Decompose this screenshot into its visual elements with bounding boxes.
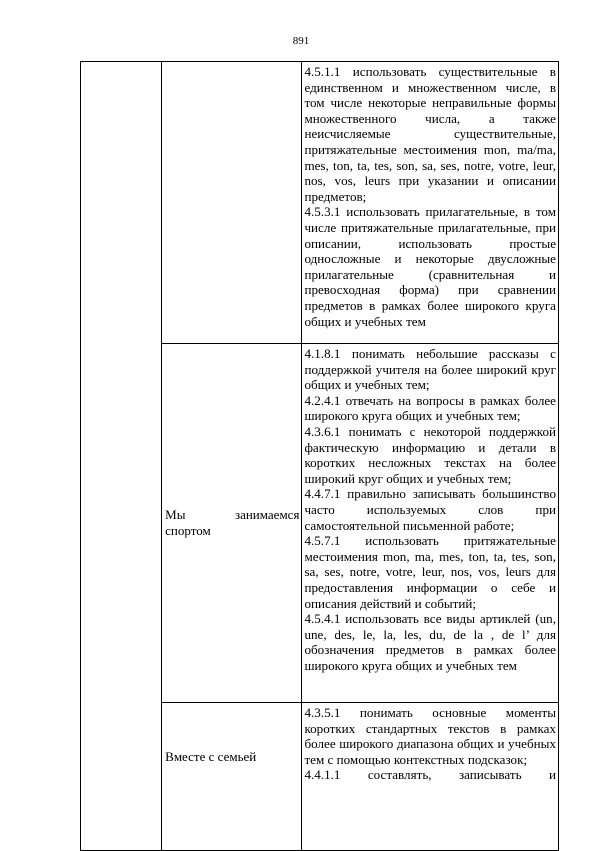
objective-text: 4.5.1.1 использовать существительные в единственном и множественном числе, в том числе некоторые неправильные формы множественного числа, а также неисчисляемые существительные, притяжательные местоимения mon, ma/ma, mes, ton, ta, tes, son, sa, ses, notre, votre, leur, nos, vos, leurs при указании и описании предметов; — [304, 64, 556, 204]
objectives-cell — [302, 703, 559, 851]
section-column-cell — [81, 62, 162, 851]
objective-text: 4.5.7.1 использовать притяжательные местоимения mon, ma, mes, ton, ta, tes, son, sa, ses, notre, votre, leur, nos, vos, leurs для предоставления информации о себе и описания действий и событий; — [304, 533, 556, 611]
page-number: 891 — [292, 35, 310, 47]
objective-text: 4.5.3.1 использовать прилагательные, в том числе притяжательные прилагательные, при описании, использовать простые односложные и некоторые двусложные прилагательные (сравнительная и превосходная форма) при сравнении предметов в рамках более широкого круга общих и учебных тем — [304, 204, 556, 329]
objectives-cell — [302, 62, 559, 344]
topic-label: Мы занимаемся спортом — [165, 507, 300, 538]
objective-text: 4.5.4.1 использовать все виды артиклей (un, une, des, le, la, les, du, de la , de l’ для обозначения предметов в рамках более широкого круга общих и учебных тем — [304, 611, 556, 673]
objective-text: 4.1.8.1 понимать небольшие рассказы с поддержкой учителя на более широкий круг общих и учебных тем; — [304, 346, 556, 393]
objective-text: 4.3.5.1 понимать основные моменты коротких стандартных текстов в рамках более широкого диапазона общих и учебных тем с помощью контекстных подсказок; — [304, 705, 556, 767]
objective-text: 4.4.1.1 составлять, записывать и — [304, 767, 556, 783]
topic-cell — [162, 62, 302, 344]
table-row — [81, 62, 559, 344]
objectives-cell — [302, 344, 559, 703]
topic-cell — [162, 344, 302, 703]
topic-label: Вместе с семьей — [165, 748, 257, 764]
curriculum-table — [80, 61, 559, 851]
objective-text: 4.4.7.1 правильно записывать большинство часто используемых слов при самостоятельной письменной работе; — [304, 486, 556, 533]
objective-text: 4.2.4.1 отвечать на вопросы в рамках более широкого круга общих и учебных тем; — [304, 392, 556, 424]
topic-cell — [162, 703, 302, 851]
objective-text: 4.3.6.1 понимать с некоторой поддержкой фактическую информацию и детали в коротких несложных текстах на более широкий круг общих и учебных тем; — [304, 423, 556, 486]
